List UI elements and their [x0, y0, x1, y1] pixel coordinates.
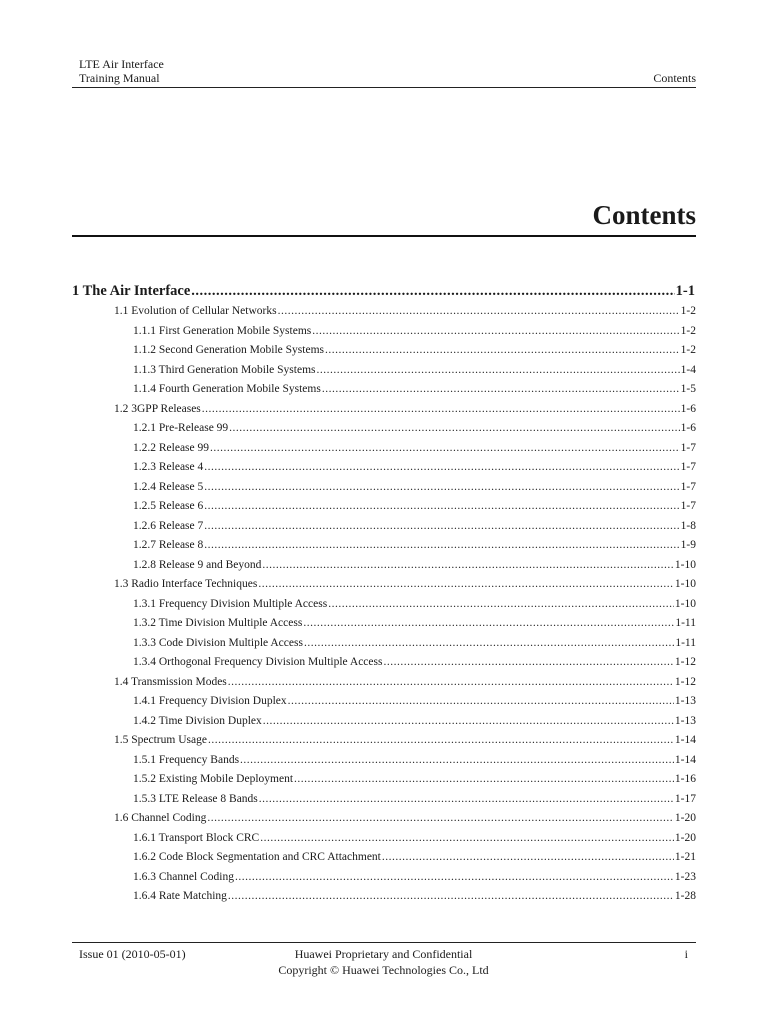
toc-dot-leader: [235, 871, 674, 883]
toc-entry-page: 1-6: [680, 402, 696, 415]
toc-entry-page: 1-21: [674, 851, 696, 863]
toc-dot-leader: [258, 578, 674, 590]
toc-entry[interactable]: [72, 344, 696, 364]
toc-dot-leader: [240, 754, 674, 766]
toc-dot-leader: [322, 383, 680, 395]
toc-entry-label: 1.2.8 Release 9 and Beyond: [133, 558, 262, 571]
toc-entry-page: 1-6: [680, 422, 696, 434]
title-rule: [72, 235, 696, 237]
toc-dot-leader: [303, 617, 674, 629]
toc-entry-page: 1-2: [680, 305, 696, 317]
toc-entry-label: 1.2.5 Release 6: [133, 500, 204, 512]
toc-entry[interactable]: [72, 695, 696, 715]
toc-entry-label: 1.1.3 Third Generation Mobile Systems: [133, 363, 316, 376]
toc-entry-page: 1-1: [675, 283, 695, 299]
toc-entry[interactable]: [72, 559, 696, 579]
toc-entry[interactable]: [72, 283, 696, 305]
toc-entry-label: 1.6 Channel Coding: [114, 812, 207, 824]
toc-entry-label: 1.3 Radio Interface Techniques: [114, 578, 258, 590]
toc-entry[interactable]: [72, 403, 696, 423]
header-manual-name: LTE Air Interface: [79, 57, 164, 71]
toc-dot-leader: [228, 676, 674, 688]
toc-dot-leader: [312, 325, 679, 337]
toc-entry-page: 1-8: [680, 519, 696, 532]
toc-entry-page: 1-14: [674, 753, 696, 766]
toc-entry-label: 1.2.4 Release 5: [133, 480, 204, 493]
toc-entry-label: 1.2.2 Release 99: [133, 441, 210, 454]
toc-entry[interactable]: [72, 578, 696, 598]
toc-entry-page: 1-10: [674, 578, 696, 590]
toc-entry[interactable]: [72, 481, 696, 501]
toc-dot-leader: [204, 481, 679, 493]
toc-entry[interactable]: [72, 325, 696, 345]
toc-entry-page: 1-2: [680, 344, 696, 356]
toc-entry-label: 1.6.1 Transport Block CRC: [133, 831, 260, 844]
toc-entry-page: 1-12: [674, 675, 696, 688]
toc-entry-label: 1.2.3 Release 4: [133, 461, 204, 473]
toc-entry-page: 1-28: [674, 890, 696, 902]
toc-entry-page: 1-7: [680, 461, 696, 473]
toc-entry-page: 1-12: [674, 656, 696, 668]
toc-entry-label: 1.5.1 Frequency Bands: [133, 753, 240, 766]
toc-dot-leader: [304, 637, 674, 649]
toc-dot-leader: [229, 422, 679, 434]
footer-rule: [72, 942, 696, 943]
toc-entry-label: 1.4.2 Time Division Duplex: [133, 714, 262, 727]
toc-entry-label: 1 The Air Interface: [72, 283, 191, 299]
footer-proprietary: Huawei Proprietary and Confidential: [294, 947, 473, 961]
toc-entry-label: 1.3.4 Orthogonal Frequency Division Multiple Access: [133, 656, 383, 668]
toc-entry[interactable]: [72, 422, 696, 442]
toc-entry-page: 1-7: [680, 441, 696, 454]
toc-entry-label: 1.2 3GPP Releases: [114, 402, 201, 415]
header-rule: [72, 87, 696, 88]
toc-entry[interactable]: [72, 890, 696, 910]
toc-dot-leader: [294, 773, 674, 785]
toc-entry[interactable]: [72, 520, 696, 540]
toc-entry-page: 1-10: [674, 558, 696, 571]
toc-entry-label: 1.3.1 Frequency Division Multiple Access: [133, 597, 328, 610]
toc-entry-page: 1-23: [674, 870, 696, 883]
toc-entry[interactable]: [72, 598, 696, 618]
toc-entry-page: 1-9: [680, 539, 696, 551]
toc-entry-label: 1.5 Spectrum Usage: [114, 734, 207, 746]
toc-entry-page: 1-7: [680, 480, 696, 493]
toc-entry-page: 1-10: [674, 597, 696, 610]
toc-entry-page: 1-20: [674, 831, 696, 844]
toc-dot-leader: [207, 812, 674, 824]
toc-entry[interactable]: [72, 539, 696, 559]
toc-entry-label: 1.5.2 Existing Mobile Deployment: [133, 773, 294, 785]
toc-entry-label: 1.3.2 Time Division Multiple Access: [133, 617, 303, 629]
toc-entry[interactable]: [72, 832, 696, 852]
toc-entry[interactable]: [72, 442, 696, 462]
toc-entry[interactable]: [72, 773, 696, 793]
toc-dot-leader: [328, 598, 674, 610]
toc-dot-leader: [204, 461, 679, 473]
toc-entry-label: 1.6.4 Rate Matching: [133, 890, 227, 902]
toc-entry[interactable]: [72, 364, 696, 384]
toc-entry[interactable]: [72, 305, 696, 325]
toc-dot-leader: [260, 832, 674, 844]
toc-dot-leader: [383, 656, 673, 668]
toc-entry-page: 1-11: [675, 636, 696, 649]
toc-entry[interactable]: [72, 851, 696, 871]
toc-entry-label: 1.1 Evolution of Cellular Networks: [114, 305, 277, 317]
footer-issue: Issue 01 (2010-05-01): [79, 947, 186, 961]
toc-entry[interactable]: [72, 383, 696, 403]
toc-dot-leader: [262, 559, 674, 571]
toc-entry[interactable]: [72, 500, 696, 520]
toc-entry[interactable]: [72, 734, 696, 754]
toc-dot-leader: [263, 715, 674, 727]
toc-entry[interactable]: [72, 617, 696, 637]
toc-entry-page: 1-14: [674, 734, 696, 746]
toc-entry-label: 1.3.3 Code Division Multiple Access: [133, 636, 303, 649]
toc-entry-page: 1-16: [674, 773, 696, 785]
toc-entry-page: 1-7: [680, 500, 696, 512]
toc-entry[interactable]: [72, 793, 696, 813]
toc-dot-leader: [278, 305, 680, 317]
toc-dot-leader: [204, 500, 679, 512]
header-manual-type: Training Manual: [79, 71, 160, 85]
toc-entry-page: 1-20: [674, 812, 696, 824]
toc-entry-label: 1.5.3 LTE Release 8 Bands: [133, 792, 258, 805]
toc-dot-leader: [288, 695, 674, 707]
toc-entry-page: 1-13: [674, 695, 696, 707]
header-row: [79, 71, 696, 85]
toc-dot-leader: [325, 344, 680, 356]
toc-dot-leader: [202, 403, 680, 415]
toc-dot-leader: [204, 520, 679, 532]
toc-entry-label: 1.4.1 Frequency Division Duplex: [133, 695, 287, 707]
toc-dot-leader: [204, 539, 679, 551]
toc-entry[interactable]: [72, 871, 696, 891]
footer-page-number: i: [684, 947, 688, 961]
toc-dot-leader: [259, 793, 674, 805]
toc-entry-page: 1-17: [674, 792, 696, 805]
toc-entry-label: 1.6.2 Code Block Segmentation and CRC Attachment: [133, 851, 381, 863]
toc-entry-page: 1-2: [680, 324, 696, 337]
page-header: [79, 57, 696, 85]
footer-copyright: Copyright © Huawei Technologies Co., Ltd: [278, 963, 489, 977]
toc-entry[interactable]: [72, 461, 696, 481]
toc-entry-page: 1-4: [680, 363, 696, 376]
toc-entry[interactable]: [72, 656, 696, 676]
toc-entry-label: 1.1.4 Fourth Generation Mobile Systems: [133, 383, 321, 395]
header-section: Contents: [653, 71, 696, 85]
toc-entry-label: 1.2.1 Pre-Release 99: [133, 422, 229, 434]
toc-entry-page: 1-13: [674, 714, 696, 727]
toc-entry-label: 1.1.2 Second Generation Mobile Systems: [133, 344, 325, 356]
toc-entry-label: 1.2.7 Release 8: [133, 539, 204, 551]
toc-entry-label: 1.2.6 Release 7: [133, 519, 204, 532]
toc-dot-leader: [191, 283, 674, 300]
toc-entry-page: 1-11: [675, 617, 696, 629]
toc-dot-leader: [210, 442, 680, 454]
toc-entry[interactable]: [72, 637, 696, 657]
toc-entry-label: 1.1.1 First Generation Mobile Systems: [133, 324, 312, 337]
toc-dot-leader: [228, 890, 674, 902]
page-title: Contents: [592, 200, 696, 230]
toc-dot-leader: [382, 851, 674, 863]
toc-entry[interactable]: [72, 676, 696, 696]
toc-entry-label: 1.6.3 Channel Coding: [133, 870, 234, 883]
toc-dot-leader: [317, 364, 680, 376]
table-of-contents: [72, 283, 696, 910]
toc-entry[interactable]: [72, 754, 696, 774]
toc-entry-label: 1.4 Transmission Modes: [114, 675, 227, 688]
footer-center: [79, 946, 688, 978]
toc-dot-leader: [208, 734, 674, 746]
toc-entry[interactable]: [72, 715, 696, 735]
toc-entry[interactable]: [72, 812, 696, 832]
toc-entry-page: 1-5: [680, 383, 696, 395]
